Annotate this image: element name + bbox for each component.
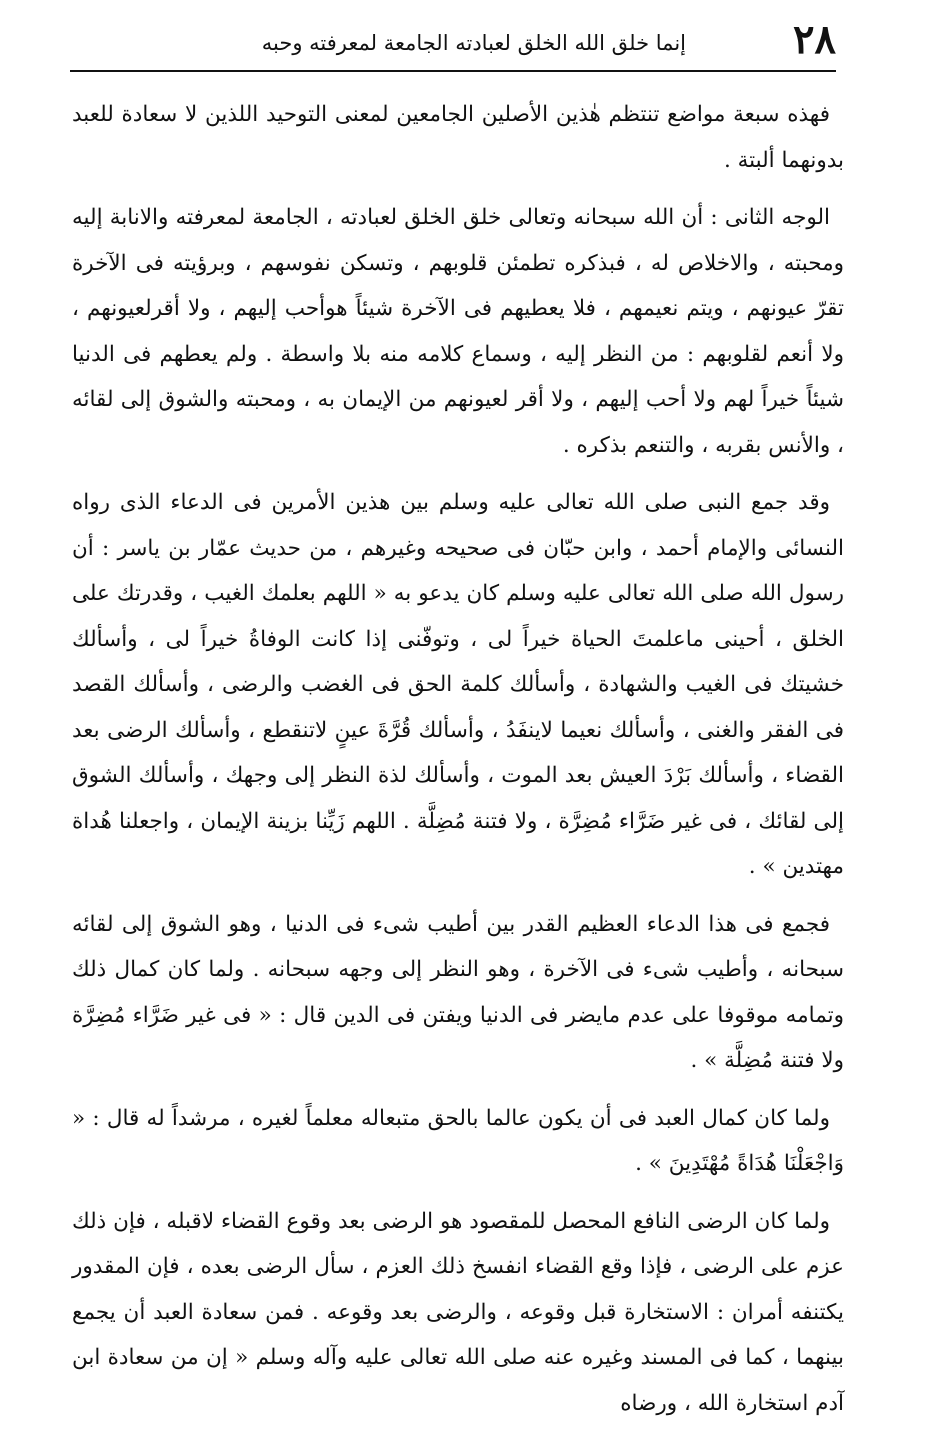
paragraph-second-aspect: الوجه الثانى : أن الله سبحانه وتعالى خلق الخلق لعبادته ، الجامعة لمعرفته والانابة إليه ومحبته ، والاخلاص له ، فبذكره تطمئن قلوبهم ، وتسكن نفوسهم ، وبرؤيته فى الآخرة تقرّ عيونهم ، ويتم نعيمهم ، فلا يعطيهم فى الآخرة شيئاً هوأحب إليهم ، ولا أقرلعيونهم ، ولا أنعم لقلوبهم : من النظر إليه ، وسماع كلامه منه بلا واسطة . ولم يعطهم فى الدنيا شيئاً خيراً لهم ولا أحب إليهم ، ولا أقر لعيونهم من الإيمان به ، ومحبته والشوق إلى لقائه ، والأنس بقربه ، والتنعم بذكره . xyxy=(72,205,844,458)
paragraph-supplication-commentary: فجمع فى هذا الدعاء العظيم القدر بين أطيب شىء فى الدنيا ، وهو الشوق إلى لقائه سبحانه ، وأطيب شىء فى الآخرة ، وهو النظر إلى وجهه سبحانه . ولما كان كمال ذلك وتمامه موقوفا على عدم مايضر فى الدنيا ويفتن فى الدين قال : « فى غير ضَرَّاء مُضِرَّة ولا فتنة مُضِلَّة » . xyxy=(72,911,844,1073)
paragraph-contentment: ولما كان الرضى النافع المحصل للمقصود هو الرضى بعد وقوع القضاء لاقبله ، فإن ذلك عزم على الرضى ، فإذا وقع القضاء انفسخ ذلك العزم ، سأل الرضى بعده ، فإن المقدور يكتنفه أمران : الاستخارة قبل وقوعه ، والرضى بعد وقوعه . فمن سعادة العبد أن يجمع بينهما ، كما فى المسند وغيره عنه صلى الله تعالى عليه وآله وسلم « إن من سعادة ابن آدم استخارة الله ، ورضاه xyxy=(72,1208,844,1416)
running-title: إنما خلق الله الخلق لعبادته الجامعة لمعرفته وحبه xyxy=(261,31,686,55)
header-divider xyxy=(70,70,836,72)
page-number: ٢٨ xyxy=(793,16,836,63)
page-header xyxy=(70,14,836,68)
paragraph-prophet-supplication: وقد جمع النبى صلى الله تعالى عليه وسلم بين هذين الأمرين فى الدعاء الذى رواه النسائى والإمام أحمد ، وابن حبّان فى صحيحه وغيرهم ، من حديث عمّار بن ياسر : أن رسول الله صلى الله تعالى عليه وسلم كان يدعو به « اللهم بعلمك الغيب ، وقدرتك على الخلق ، أحينى ماعلمتَ الحياة خيراً لى ، وتوفّنى إذا كانت الوفاةُ خيراً لى ، وأسألك خشيتك فى الغيب والشهادة ، وأسألك كلمة الحق فى الغضب والرضى ، وأسألك القصد فى الفقر والغنى ، وأسألك نعيما لاينفَدُ ، وأسألك قُرَّةَ عينٍ لاتنقطع ، وأسألك الرضى بعد القضاء ، وأسألك بَرْدَ العيش بعد الموت ، وأسألك لذة النظر إلى وجهك ، وأسألك الشوق إلى لقائك ، فى غير ضَرَّاء مُضِرَّة ، ولا فتنة مُضِلَّة . اللهم زَيِّنا بزينة الإيمان ، واجعلنا هُداة مهتدين » . xyxy=(72,490,844,879)
paragraph-guidance: ولما كان كمال العبد فى أن يكون عالما بالحق متبعاله معلماً لغيره ، مرشداً له قال : « وَاجْعَلْنَا هُدَاةً مُهْتَدِينَ » . xyxy=(72,1105,844,1176)
page-body xyxy=(72,92,844,1438)
paragraph-seven-positions: فهذه سبعة مواضع تنتظم هٰذين الأصلين الجامعين لمعنى التوحيد اللذين لا سعادة للعبد بدونهما ألبتة . xyxy=(72,102,844,173)
